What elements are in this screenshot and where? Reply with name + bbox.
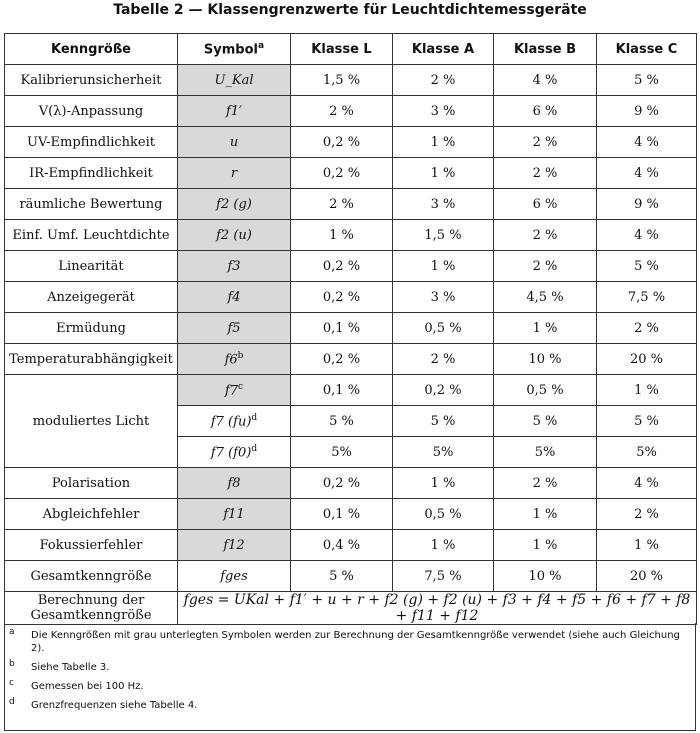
symbol-cell xyxy=(178,251,291,282)
formula-cell: fges = UKal + f1′ + u + r + f2 (g) + f2 (u) + f3 + f4 + f5 + f6 + f7 + f8 + f11 + f12 xyxy=(178,592,697,625)
symbol-cell xyxy=(178,499,291,530)
symbol-text: fges xyxy=(220,568,248,584)
table-row xyxy=(5,499,697,530)
symbol-text: f4 xyxy=(227,289,241,305)
table-row xyxy=(5,468,697,499)
value-cell: 3 % xyxy=(393,96,494,127)
footnote-ref: d xyxy=(251,412,258,423)
value-cell: 2 % xyxy=(393,344,494,375)
table-row xyxy=(5,530,697,561)
table-row xyxy=(5,65,697,96)
symbol-text: f12 xyxy=(223,537,245,553)
symbol-text: r xyxy=(230,165,238,181)
value-cell: 0,2 % xyxy=(291,282,393,313)
value-cell: 4 % xyxy=(597,127,697,158)
value-cell: 0,1 % xyxy=(291,313,393,344)
value-cell: 0,1 % xyxy=(291,499,393,530)
symbol-text: f2 (g) xyxy=(216,196,252,212)
symbol-text: f2 (u) xyxy=(216,227,252,243)
value-cell: 20 % xyxy=(597,344,697,375)
value-cell: 5 % xyxy=(291,561,393,592)
value-cell: 1 % xyxy=(393,158,494,189)
value-cell: 1,5 % xyxy=(393,220,494,251)
param-name: räumliche Bewertung xyxy=(5,189,178,220)
value-cell: 0,2 % xyxy=(393,375,494,406)
value-cell: 9 % xyxy=(597,189,697,220)
value-cell: 5 % xyxy=(597,65,697,96)
value-cell: 0,5 % xyxy=(393,313,494,344)
symbol-text: u xyxy=(229,134,239,150)
value-cell: 1 % xyxy=(494,530,597,561)
value-cell: 4 % xyxy=(597,158,697,189)
table-row xyxy=(5,282,697,313)
footnotes xyxy=(4,623,696,731)
footnote-ref: a xyxy=(258,40,265,51)
value-cell: 10 % xyxy=(494,344,597,375)
value-cell: 9 % xyxy=(597,96,697,127)
header-class-a: Klasse A xyxy=(393,34,494,65)
symbol-text: f1′ xyxy=(225,103,243,119)
value-cell: 0,5 % xyxy=(393,499,494,530)
footnote-ref: c xyxy=(238,381,244,392)
value-cell: 0,2 % xyxy=(291,468,393,499)
limits-table xyxy=(4,33,697,625)
value-cell: 20 % xyxy=(597,561,697,592)
footnote-ref: b xyxy=(237,350,244,361)
value-cell: 0,5 % xyxy=(494,375,597,406)
table-row xyxy=(5,127,697,158)
value-cell: 4 % xyxy=(597,468,697,499)
table-row xyxy=(5,561,697,592)
symbol-cell xyxy=(178,65,291,96)
param-name: Einf. Umf. Leuchtdichte xyxy=(5,220,178,251)
value-cell: 2 % xyxy=(494,251,597,282)
table-row xyxy=(5,158,697,189)
param-name: Polarisation xyxy=(5,468,178,499)
value-cell: 1 % xyxy=(393,127,494,158)
value-cell: 4,5 % xyxy=(494,282,597,313)
symbol-cell xyxy=(178,313,291,344)
value-cell: 5% xyxy=(494,437,597,468)
footnote-c: c Gemessen bei 100 Hz. xyxy=(9,678,144,692)
value-cell: 7,5 % xyxy=(393,561,494,592)
value-cell: 1 % xyxy=(597,375,697,406)
symbol-text: f7 xyxy=(224,383,239,399)
param-name: moduliertes Licht xyxy=(5,375,178,468)
value-cell: 0,2 % xyxy=(291,158,393,189)
value-cell: 2 % xyxy=(291,189,393,220)
value-cell: 10 % xyxy=(494,561,597,592)
table-row xyxy=(5,189,697,220)
param-name: Ermüdung xyxy=(5,313,178,344)
symbol-cell xyxy=(178,96,291,127)
symbol-cell xyxy=(178,530,291,561)
value-cell: 5 % xyxy=(393,406,494,437)
value-cell: 2 % xyxy=(494,468,597,499)
value-cell: 3 % xyxy=(393,189,494,220)
value-cell: 1,5 % xyxy=(291,65,393,96)
value-cell: 7,5 % xyxy=(597,282,697,313)
symbol-text: f8 xyxy=(227,475,241,491)
table-row xyxy=(5,251,697,282)
table-title: Tabelle 2 — Klassengrenzwerte für Leuchtdichtemessgeräte xyxy=(113,2,587,18)
value-cell: 1 % xyxy=(291,220,393,251)
param-name: Abgleichfehler xyxy=(5,499,178,530)
symbol-cell xyxy=(178,189,291,220)
value-cell: 5 % xyxy=(597,406,697,437)
table-row xyxy=(5,344,697,375)
param-name: Temperaturabhängigkeit xyxy=(5,344,178,375)
value-cell: 1 % xyxy=(393,530,494,561)
value-cell: 5% xyxy=(393,437,494,468)
symbol-text: f3 xyxy=(227,258,241,274)
value-cell: 2 % xyxy=(291,96,393,127)
symbol-text: f5 xyxy=(227,320,241,336)
value-cell: 0,4 % xyxy=(291,530,393,561)
param-name: Linearität xyxy=(5,251,178,282)
table-row xyxy=(5,220,697,251)
param-name: Anzeigegerät xyxy=(5,282,178,313)
footnote-d: d Grenzfrequenzen siehe Tabelle 4. xyxy=(9,697,198,711)
value-cell: 0,2 % xyxy=(291,344,393,375)
symbol-text: f6 xyxy=(224,352,238,368)
symbol-text: f7 (f0) xyxy=(210,445,252,461)
value-cell: 1 % xyxy=(393,251,494,282)
value-cell: 3 % xyxy=(393,282,494,313)
value-cell: 2 % xyxy=(393,65,494,96)
symbol-cell xyxy=(178,468,291,499)
calc-label: Berechnung der Gesamtkenngröße xyxy=(5,592,178,625)
value-cell: 6 % xyxy=(494,189,597,220)
value-cell: 0,1 % xyxy=(291,375,393,406)
symbol-cell xyxy=(178,561,291,592)
param-name: Kalibrierunsicherheit xyxy=(5,65,178,96)
value-cell: 1 % xyxy=(494,313,597,344)
value-cell: 2 % xyxy=(597,313,697,344)
value-cell: 4 % xyxy=(597,220,697,251)
symbol-cell xyxy=(178,282,291,313)
header-param: Kenngröße xyxy=(5,34,178,65)
symbol-cell xyxy=(178,406,291,437)
param-name: IR-Empfindlichkeit xyxy=(5,158,178,189)
symbol-cell xyxy=(178,344,291,375)
footnote-ref: d xyxy=(251,443,258,454)
header-class-b: Klasse B xyxy=(494,34,597,65)
value-cell: 1 % xyxy=(393,468,494,499)
symbol-cell xyxy=(178,437,291,468)
symbol-text: f7 (fu) xyxy=(210,414,252,430)
header-symbol: Symbol$^a$ xyxy=(178,34,291,65)
value-cell: 2 % xyxy=(494,127,597,158)
header-class-l: Klasse L xyxy=(291,34,393,65)
value-cell: 0,2 % xyxy=(291,127,393,158)
symbol-cell xyxy=(178,220,291,251)
value-cell: 5 % xyxy=(597,251,697,282)
value-cell: 5% xyxy=(597,437,697,468)
symbol-text: U_Kal xyxy=(214,72,254,88)
value-cell: 2 % xyxy=(494,158,597,189)
table-row xyxy=(5,96,697,127)
symbol-cell xyxy=(178,158,291,189)
param-name: Gesamtkenngröße xyxy=(5,561,178,592)
value-cell: 2 % xyxy=(494,220,597,251)
value-cell: 5% xyxy=(291,437,393,468)
table-row xyxy=(5,375,697,406)
value-cell: 5 % xyxy=(291,406,393,437)
table-row xyxy=(5,313,697,344)
symbol-cell xyxy=(178,127,291,158)
value-cell: 1 % xyxy=(494,499,597,530)
footnote-a: a Die Kenngrößen mit grau unterlegten Symbolen werden zur Berechnung der Gesamtkenngröße verwendet (siehe auch Gleichung 2). xyxy=(9,627,680,654)
symbol-cell xyxy=(178,375,291,406)
value-cell: 2 % xyxy=(597,499,697,530)
calc-row xyxy=(5,592,697,625)
value-cell: 0,2 % xyxy=(291,251,393,282)
header-class-c: Klasse C xyxy=(597,34,697,65)
param-name: UV-Empfindlichkeit xyxy=(5,127,178,158)
value-cell: 5 % xyxy=(494,406,597,437)
header-row xyxy=(5,34,697,65)
param-name: V(λ)-Anpassung xyxy=(5,96,178,127)
symbol-text: f11 xyxy=(223,506,245,522)
footnote-b: b Siehe Tabelle 3. xyxy=(9,659,110,673)
value-cell: 1 % xyxy=(597,530,697,561)
value-cell: 6 % xyxy=(494,96,597,127)
value-cell: 4 % xyxy=(494,65,597,96)
param-name: Fokussierfehler xyxy=(5,530,178,561)
